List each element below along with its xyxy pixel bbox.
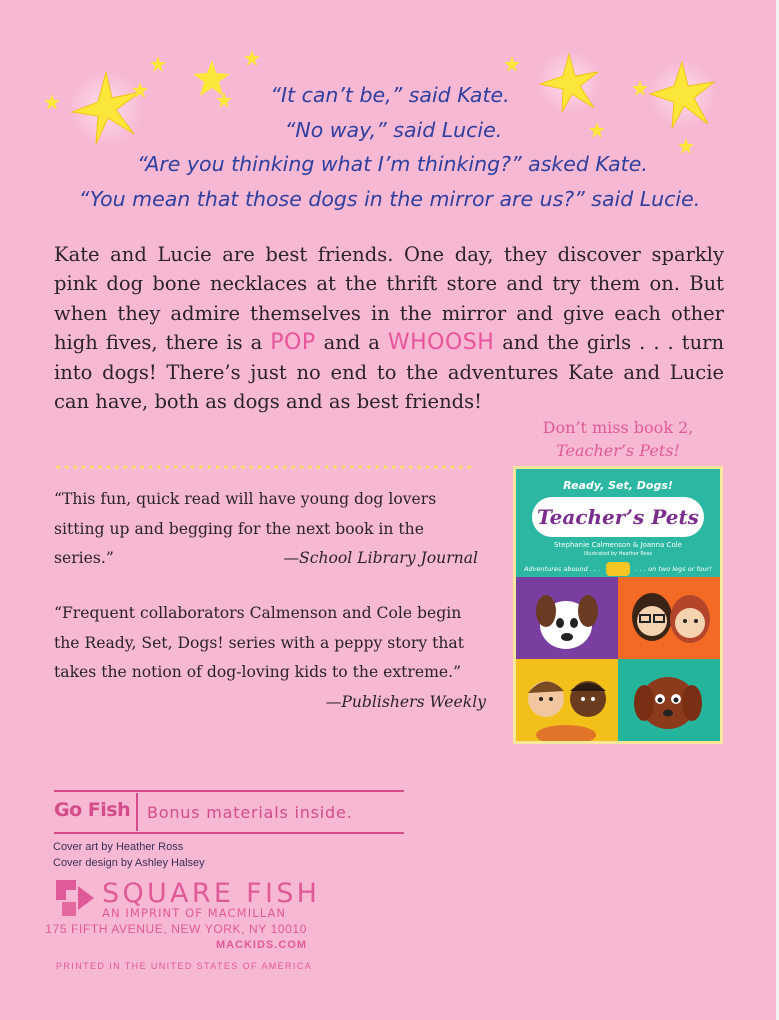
blurb-text: Kate and Lucie are best friends. One day, they discover sparkly pink dog bone necklaces at the thrift store and try them on. But when they admire themselves in the mirror and give each other high fives, there is a	[54, 243, 724, 355]
book-2-cover	[513, 466, 723, 744]
cover-panel-dog	[516, 577, 618, 659]
dialogue-line: “No way,” said Lucie.	[284, 117, 503, 142]
review-attribution	[54, 688, 486, 718]
go-fish-divider	[136, 793, 138, 831]
go-fish-logo: Go Fish	[54, 799, 131, 821]
star-icon	[504, 56, 520, 72]
cover-title: Teacher’s Pets	[537, 505, 699, 529]
cover-authors: Stephanie Calmenson & Joanna Cole	[554, 541, 682, 549]
dont-miss-line: Don’t miss book 2,	[542, 418, 694, 437]
bow-icon	[606, 562, 630, 576]
dialogue-line: “It can’t be,” said Kate.	[270, 83, 510, 107]
star-icon	[244, 50, 260, 66]
go-fish-rule	[54, 832, 404, 834]
boys-illustration-icon	[516, 659, 618, 741]
cover-panel-boys	[516, 659, 618, 741]
star-icon	[150, 56, 166, 72]
blurb-text: and a	[315, 331, 388, 355]
publisher-website: MACKIDS.COM	[215, 939, 307, 951]
puppy-illustration-icon	[618, 659, 720, 741]
review-text: “Frequent collaborators Calmenson and Cole begin the Ready, Set, Dogs! series with a peppy story that takes the notion of dog-loving kids to the extreme.”	[54, 604, 464, 681]
book-blurb	[54, 240, 724, 416]
dialogue-line: “Are you thinking what I’m thinking?” asked Kate.	[137, 152, 648, 176]
dog-illustration-icon	[516, 577, 618, 659]
go-fish-rule	[54, 790, 404, 792]
cover-illustrator: Illustrated by Heather Ross	[584, 551, 652, 557]
review-attribution	[283, 544, 478, 574]
review-text: “This fun, quick read will have young dog lovers sitting up and begging for the next book in the series.”	[54, 490, 437, 567]
cover-panel-girls	[618, 577, 720, 659]
review-quote	[54, 485, 486, 574]
dotted-divider	[54, 465, 476, 469]
blurb-text: and the girls . . . turn into dogs! There’s just no end to the adventures Kate and Lucie can have, both as dogs and as best friends!	[54, 331, 725, 414]
girls-illustration-icon	[618, 577, 720, 659]
go-fish-tagline: Bonus materials inside.	[147, 803, 353, 822]
review-dash: —	[283, 549, 300, 567]
pop-word: POP	[270, 330, 316, 356]
cover-tagline-right: . . . on two legs or four!	[635, 565, 712, 573]
review-quote	[54, 599, 486, 717]
whoosh-word: WHOOSH	[387, 330, 495, 356]
cover-credits	[53, 839, 205, 871]
dont-miss-title: Teacher’s Pets!	[556, 441, 680, 460]
cover-series: Ready, Set, Dogs!	[563, 479, 673, 492]
review-source: Publishers Weekly	[341, 692, 486, 711]
cover-art	[516, 469, 720, 741]
publisher-imprint: AN IMPRINT OF MACMILLAN	[102, 906, 287, 920]
cover-design-credit: Cover design by Ashley Halsey	[53, 857, 205, 869]
square-fish-logo-icon	[56, 880, 96, 918]
printed-in-note: PRINTED IN THE UNITED STATES OF AMERICA	[56, 961, 313, 971]
review-source: School Library Journal	[299, 549, 478, 567]
cover-art-credit: Cover art by Heather Ross	[53, 841, 184, 853]
dialogue-excerpt	[0, 78, 779, 216]
review-dash: —	[325, 692, 342, 711]
cover-tagline-left: Adventures abound . . .	[524, 565, 601, 573]
cover-panel-puppy	[618, 659, 720, 741]
dont-miss-note	[512, 416, 724, 462]
publisher-address: 175 FIFTH AVENUE, NEW YORK, NY 10010	[45, 922, 307, 936]
dialogue-line: “You mean that those dogs in the mirror are us?” said Lucie.	[78, 186, 701, 211]
publisher-name: SQUARE FISH	[102, 878, 321, 909]
